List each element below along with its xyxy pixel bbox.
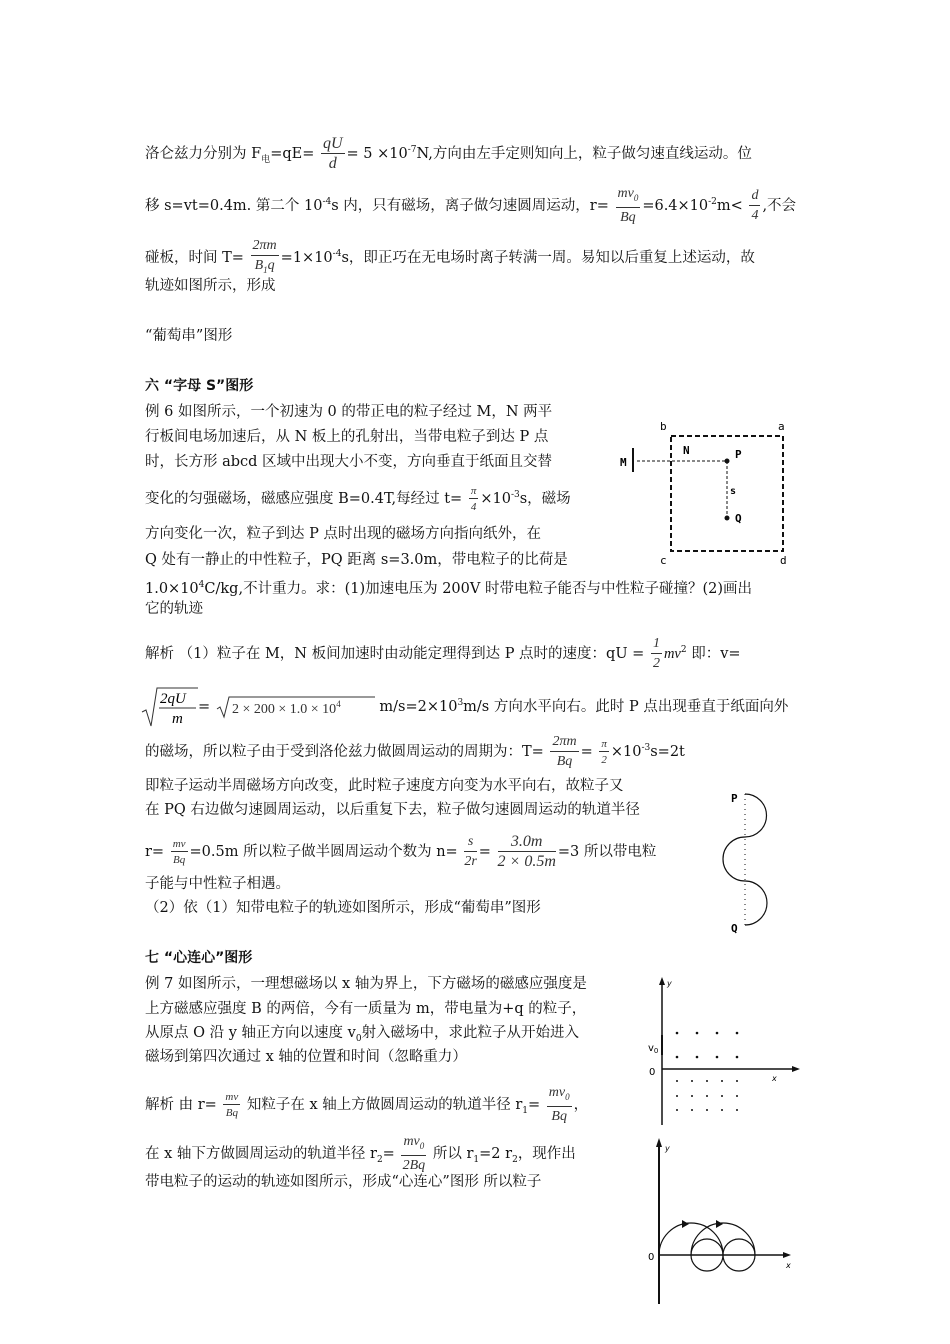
radicand-numerator: 2qU bbox=[160, 691, 186, 707]
s6-answer-line1 bbox=[145, 636, 741, 672]
numerator: 1 bbox=[651, 636, 662, 654]
s7-answer-line3: 带电粒子的运动的轨迹如图所示，形成“心连心”图形 所以粒子 bbox=[145, 1174, 542, 1190]
mv: mv bbox=[663, 646, 681, 662]
exponent: 3 bbox=[457, 698, 464, 709]
label-Q: Q bbox=[735, 512, 742, 525]
text: r= bbox=[145, 844, 165, 860]
denominator: 2r bbox=[464, 854, 477, 869]
sqrt-numeric bbox=[215, 695, 375, 719]
text: =6.4×10 bbox=[642, 197, 709, 214]
text: m/s=2×10 bbox=[374, 699, 458, 715]
subscript: 0 bbox=[355, 1033, 362, 1044]
fraction-mv-Bq bbox=[223, 1091, 240, 1119]
fraction-1-2 bbox=[651, 636, 662, 672]
denominator: Bq bbox=[551, 1108, 567, 1124]
text: 解析 （1）粒子在 M，N 板间加速时由动能定理得到达 P 点时的速度：qU = bbox=[145, 646, 645, 662]
text: s 内，只有磁场，离子做匀速圆周运动，r= bbox=[331, 197, 609, 214]
numerator: 2πm bbox=[251, 238, 279, 256]
text: 1.0×10 bbox=[145, 580, 199, 597]
label-Q: Q bbox=[731, 922, 738, 935]
exponent: 4 bbox=[198, 580, 205, 590]
fraction-s-2r bbox=[464, 834, 476, 870]
subscript: 1 bbox=[473, 1154, 480, 1165]
text: 移 s=vt=0.4m. 第二个 10 bbox=[145, 197, 323, 214]
s7-example-line1: 例 7 如图所示，一理想磁场以 x 轴为界上，下方磁场的磁感应强度是 bbox=[145, 976, 587, 992]
s7-answer-line2 bbox=[145, 1134, 576, 1174]
text: 变化的匀强磁场，磁感应强度 B=0.4T,每经过 t= bbox=[145, 491, 463, 507]
fraction-3m-1m bbox=[498, 834, 556, 870]
numerator: d bbox=[749, 188, 760, 206]
label-x: x bbox=[772, 1074, 777, 1083]
figure-s-trajectory bbox=[715, 782, 795, 942]
subscript: 0 bbox=[565, 1091, 570, 1102]
label-v0-main: v bbox=[648, 1043, 654, 1054]
text: 洛仑兹力分别为 F bbox=[145, 146, 262, 162]
numerator: mv bbox=[403, 1134, 420, 1149]
exponent: -3 bbox=[641, 743, 651, 754]
s6-example-line8: 它的轨迹 bbox=[145, 601, 203, 617]
y-axis-arrow bbox=[656, 1138, 662, 1147]
para1-line5: “葡萄串”图形 bbox=[145, 328, 233, 344]
text: m< bbox=[716, 197, 743, 214]
label-s: s bbox=[730, 486, 737, 497]
s6-example-line6: Q 处有一静止的中性粒子，PQ 距离 s=3.0m，带电粒子的比荷是 bbox=[145, 552, 568, 568]
y-axis-arrow bbox=[659, 977, 665, 985]
denominator: Bq bbox=[620, 209, 636, 225]
text: s，即正巧在无电场时离子转满一周。易知以后重复上述运动，故 bbox=[341, 249, 755, 266]
fraction-2pim-Bq bbox=[550, 734, 578, 770]
numerator: qU bbox=[322, 135, 343, 152]
text: =3 所以带电粒 bbox=[557, 844, 657, 860]
subscript: 0 bbox=[419, 1140, 425, 1151]
label-N: N bbox=[683, 444, 690, 457]
denominator: 2 bbox=[601, 754, 607, 766]
label-v0-sub: 0 bbox=[653, 1047, 659, 1055]
exponent: -2 bbox=[708, 197, 717, 208]
s6-example-line5: 方向变化一次，粒子到达 P 点时出现的磁场方向指向纸外，在 bbox=[145, 526, 541, 542]
text: 解析 由 r= bbox=[145, 1096, 217, 1113]
text: ， bbox=[573, 1096, 589, 1113]
fraction-mv-Bq bbox=[171, 838, 188, 866]
exponent: -3 bbox=[510, 490, 520, 501]
s6-answer-line4: 即粒子运动半周磁场方向改变，此时粒子速度方向变为水平向右，故粒子又 bbox=[145, 778, 624, 794]
fraction-d-4 bbox=[749, 188, 760, 224]
subscript: 2 bbox=[512, 1154, 518, 1165]
text: 即：v= bbox=[686, 646, 741, 662]
s6-example-line2: 行板间电场加速后，从 N 板上的孔射出，当带电粒子到达 P 点 bbox=[145, 429, 549, 445]
numerator: s bbox=[464, 834, 476, 852]
point-P bbox=[725, 459, 730, 464]
numerator: mv bbox=[548, 1085, 566, 1100]
radicand bbox=[232, 699, 341, 717]
fraction-mv0-Bq bbox=[547, 1085, 572, 1125]
denominator: q bbox=[267, 258, 275, 273]
s6-answer-line7: 子能与中性粒子相遇。 bbox=[145, 876, 290, 892]
numerator: 3.0m bbox=[498, 834, 556, 852]
radical-sign bbox=[140, 686, 198, 728]
para1-line3 bbox=[145, 238, 755, 278]
label-a: a bbox=[778, 420, 785, 433]
denominator: d bbox=[328, 155, 337, 172]
s6-answer-line3 bbox=[145, 734, 685, 770]
label-M: M bbox=[620, 456, 627, 469]
x-axis-arrow bbox=[783, 1252, 791, 1258]
denominator: 4 bbox=[751, 207, 759, 223]
text: =2 r bbox=[479, 1145, 513, 1162]
text: s，磁场 bbox=[519, 491, 571, 507]
numerator: mv bbox=[172, 838, 186, 850]
text: N,方向由左手定则知向上，粒子做匀速直线运动。位 bbox=[416, 146, 752, 162]
text: ，现作出 bbox=[517, 1145, 576, 1162]
numerator: mv bbox=[617, 186, 634, 201]
text: = bbox=[528, 1096, 541, 1113]
subscript: 电 bbox=[261, 154, 271, 165]
section6-heading: 六 “字母 S”图形 bbox=[145, 378, 254, 394]
text: = bbox=[382, 1145, 395, 1162]
radicand-value: 2 × 200 × 1.0 × 10 bbox=[231, 702, 336, 717]
s7-example-line3 bbox=[145, 1023, 579, 1049]
label-x: x bbox=[786, 1261, 791, 1270]
subscript: 1 bbox=[263, 264, 268, 275]
figure-rectangle-abcd bbox=[615, 418, 795, 568]
label-origin: 0 bbox=[648, 1252, 655, 1263]
label-origin: 0 bbox=[649, 1067, 656, 1078]
fraction-pi-4 bbox=[469, 485, 479, 513]
s7-answer-line1 bbox=[145, 1085, 588, 1125]
s6-answer-line8: （2）依（1）知带电粒子的轨迹如图所示，形成“葡萄串”图形 bbox=[145, 900, 541, 916]
text: s=2t bbox=[650, 744, 685, 760]
trajectory-circles bbox=[659, 1223, 755, 1271]
section7-heading: 七 “心连心”图形 bbox=[145, 950, 253, 966]
text: 从原点 O 沿 y 轴正方向以速度 v bbox=[145, 1025, 356, 1041]
figure-heart-chain bbox=[645, 1136, 805, 1306]
denominator: Bq bbox=[556, 754, 573, 769]
exponent: -4 bbox=[332, 249, 342, 260]
radicand-denominator: m bbox=[172, 711, 183, 727]
text: 射入磁场中，求此粒子从开始进入 bbox=[361, 1025, 580, 1041]
s6-answer-line5: 在 PQ 右边做匀速圆周运动，以后重复下去，粒子做匀速圆周运动的轨道半径 bbox=[145, 802, 640, 818]
equals: = bbox=[198, 699, 211, 715]
denominator: 4 bbox=[470, 501, 477, 513]
equals: = bbox=[478, 844, 491, 860]
label-v0 bbox=[648, 1043, 658, 1055]
s6-answer-line6 bbox=[145, 834, 656, 870]
label-c: c bbox=[660, 554, 667, 567]
fraction-2pim-B1q bbox=[251, 238, 279, 278]
s6-example-line7 bbox=[145, 575, 752, 599]
para1-line2 bbox=[145, 186, 796, 226]
denominator: 2Bq bbox=[402, 1157, 426, 1173]
sqrt-2qU-m bbox=[140, 686, 198, 728]
equals: = bbox=[580, 744, 593, 760]
subscript: 0 bbox=[633, 192, 639, 203]
fraction-pi-2 bbox=[599, 738, 609, 766]
s7-example-line4: 磁场到第四次通过 x 轴的位置和时间（忽略重力） bbox=[145, 1049, 467, 1065]
text: ×10 bbox=[480, 491, 511, 507]
numerator: 2πm bbox=[550, 734, 578, 752]
text: 碰板，时间 T= bbox=[145, 249, 244, 266]
para1-line1 bbox=[145, 136, 752, 172]
figure-magnetic-field bbox=[645, 975, 805, 1130]
denominator: B bbox=[254, 258, 264, 273]
numerator: π bbox=[470, 485, 477, 497]
direction-arrows bbox=[682, 1220, 723, 1228]
exponent: -4 bbox=[322, 197, 332, 208]
text: 在 x 轴下方做圆周运动的轨道半径 r bbox=[145, 1145, 377, 1162]
point-Q bbox=[725, 516, 730, 521]
s6-example-line3: 时，长方形 abcd 区域中出现大小不变，方向垂直于纸面且交替 bbox=[145, 454, 553, 470]
label-P: P bbox=[735, 448, 742, 461]
numerator: π bbox=[601, 738, 607, 750]
label-b: b bbox=[660, 420, 667, 433]
denominator: 2 bbox=[652, 656, 660, 671]
text: =1×10 bbox=[280, 249, 333, 266]
label-y: y bbox=[665, 1144, 670, 1153]
label-y: y bbox=[667, 979, 672, 988]
dots-below bbox=[676, 1080, 738, 1111]
denominator: 2 × 0.5m bbox=[497, 853, 556, 870]
s6-example-line1: 例 6 如图所示，一个初速为 0 的带正电的粒子经过 M，N 两平 bbox=[145, 404, 553, 420]
text: = 5 ×10 bbox=[346, 146, 408, 162]
text: 的磁场，所以粒子由于受到洛伦兹力做圆周运动的周期为：T= bbox=[145, 744, 544, 760]
x-axis-arrow bbox=[792, 1066, 800, 1072]
radical-sign-2 bbox=[215, 695, 375, 719]
radicand-exponent: 4 bbox=[335, 699, 341, 709]
s6-answer-line2 bbox=[140, 686, 788, 728]
s6-example-line4 bbox=[145, 485, 571, 513]
label-P: P bbox=[731, 792, 738, 805]
s7-example-line2: 上方磁感应强度 B 的两倍，今有一质量为 m，带电量为+q 的粒子， bbox=[145, 1001, 587, 1017]
denominator: Bq bbox=[225, 1106, 238, 1119]
fraction-mv0-2Bq bbox=[401, 1134, 426, 1174]
text: m/s 方向水平向右。此时 P 点出现垂直于纸面向外 bbox=[463, 699, 789, 715]
denominator: Bq bbox=[173, 854, 186, 866]
text: 知粒子在 x 轴上方做圆周运动的轨道半径 r bbox=[242, 1096, 523, 1113]
subscript: 2 bbox=[376, 1154, 383, 1165]
exponent: 2 bbox=[680, 645, 687, 656]
para1-line4: 轨迹如图所示，形成 bbox=[145, 278, 276, 294]
dots-above bbox=[676, 1032, 739, 1059]
text: C/kg,不计重力。求：(1)加速电压为 200V 时带电粒子能否与中性粒子碰撞？(2)画出 bbox=[204, 580, 753, 597]
fraction-qU-d bbox=[321, 136, 345, 172]
numerator: mv bbox=[225, 1090, 239, 1103]
text: ×10 bbox=[610, 744, 642, 760]
text: =qE= bbox=[270, 146, 315, 162]
text: =0.5m 所以粒子做半圆周运动个数为 n= bbox=[189, 844, 458, 860]
exponent: -7 bbox=[407, 145, 417, 156]
text: ,不会 bbox=[762, 197, 797, 214]
fraction-mv0-Bq bbox=[616, 186, 641, 226]
text: 所以 r bbox=[428, 1145, 474, 1162]
label-d: d bbox=[780, 554, 787, 567]
subscript: 1 bbox=[522, 1105, 529, 1116]
